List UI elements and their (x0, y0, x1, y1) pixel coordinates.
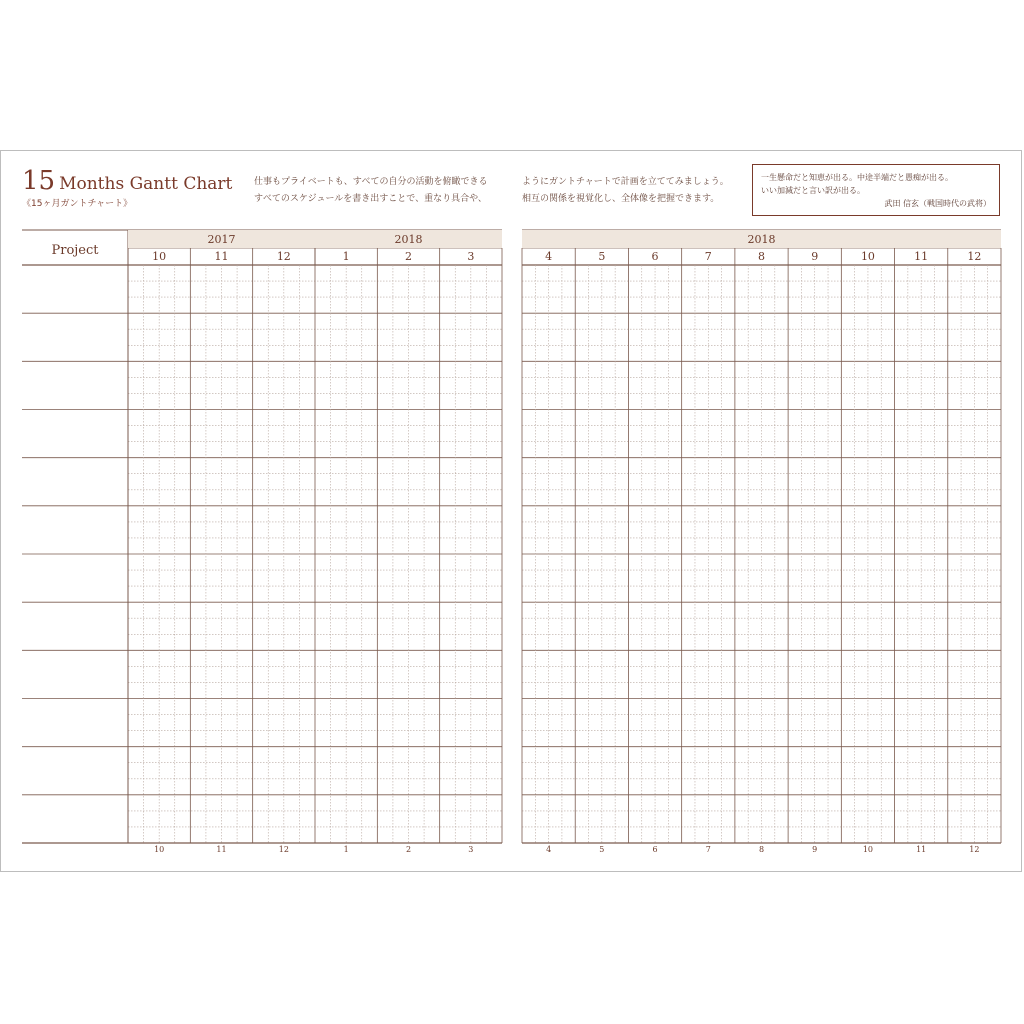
month-footer-label: 7 (705, 845, 711, 854)
month-footer-label: 9 (812, 845, 818, 854)
intro-right-line-2: 相互の関係を視覚化し、全体像を把握できます。 (522, 194, 720, 204)
month-footer-label: 3 (468, 845, 474, 854)
month-header: 8 (757, 249, 765, 263)
month-footer-label: 6 (652, 845, 658, 854)
year-header: 2018 (522, 230, 1001, 248)
month-footer-label: 11 (216, 845, 227, 854)
year-header: 2018 (315, 230, 502, 248)
month-footer-label: 12 (278, 845, 289, 854)
month-header: 5 (598, 249, 606, 263)
intro-right-line-1: ようにガントチャートで計画を立ててみましょう。 (522, 177, 729, 187)
month-header: 12 (967, 249, 982, 263)
month-header: 3 (467, 249, 475, 263)
month-header: 11 (914, 249, 929, 263)
month-footer-label: 5 (599, 845, 605, 854)
month-header: 4 (545, 249, 553, 263)
month-footer-label: 10 (862, 845, 874, 854)
intro-left-line-2: すべてのスケジュールを書き出すことで、重なり具合や、 (254, 194, 487, 204)
year-header: 2017 (128, 230, 315, 248)
title-number: 15 (22, 166, 56, 196)
month-header: 9 (811, 249, 819, 263)
project-column-header: Project (51, 242, 99, 258)
month-footer-label: 10 (154, 845, 165, 854)
month-footer-label: 4 (546, 845, 552, 854)
quote-author: 武田 信玄（戦国時代の武将） (884, 199, 991, 208)
month-header: 11 (214, 249, 229, 263)
month-header: 10 (860, 249, 875, 263)
title-text: Months Gantt Chart (59, 174, 233, 194)
month-header: 1 (342, 249, 350, 263)
month-footer-label: 1 (343, 845, 349, 854)
month-footer-label: 11 (916, 845, 927, 854)
quote-line-2: いい加減だと言い訳が出る。 (761, 186, 865, 195)
month-header: 2 (404, 249, 412, 263)
month-footer-label: 12 (969, 845, 980, 854)
quote-line-1: 一生懸命だと知恵が出る。中途半端だと愚痴が出る。 (761, 173, 953, 182)
month-header: 12 (276, 249, 291, 263)
intro-left-line-1: 仕事もプライベートも、すべての自分の活動を俯瞰できる (254, 177, 488, 187)
month-header: 7 (704, 249, 712, 263)
month-footer-label: 8 (758, 845, 765, 854)
month-header: 10 (152, 249, 167, 263)
month-footer-label: 2 (405, 845, 412, 854)
month-header: 6 (651, 249, 659, 263)
page-subtitle: 《15ヶ月ガントチャート》 (22, 199, 133, 209)
